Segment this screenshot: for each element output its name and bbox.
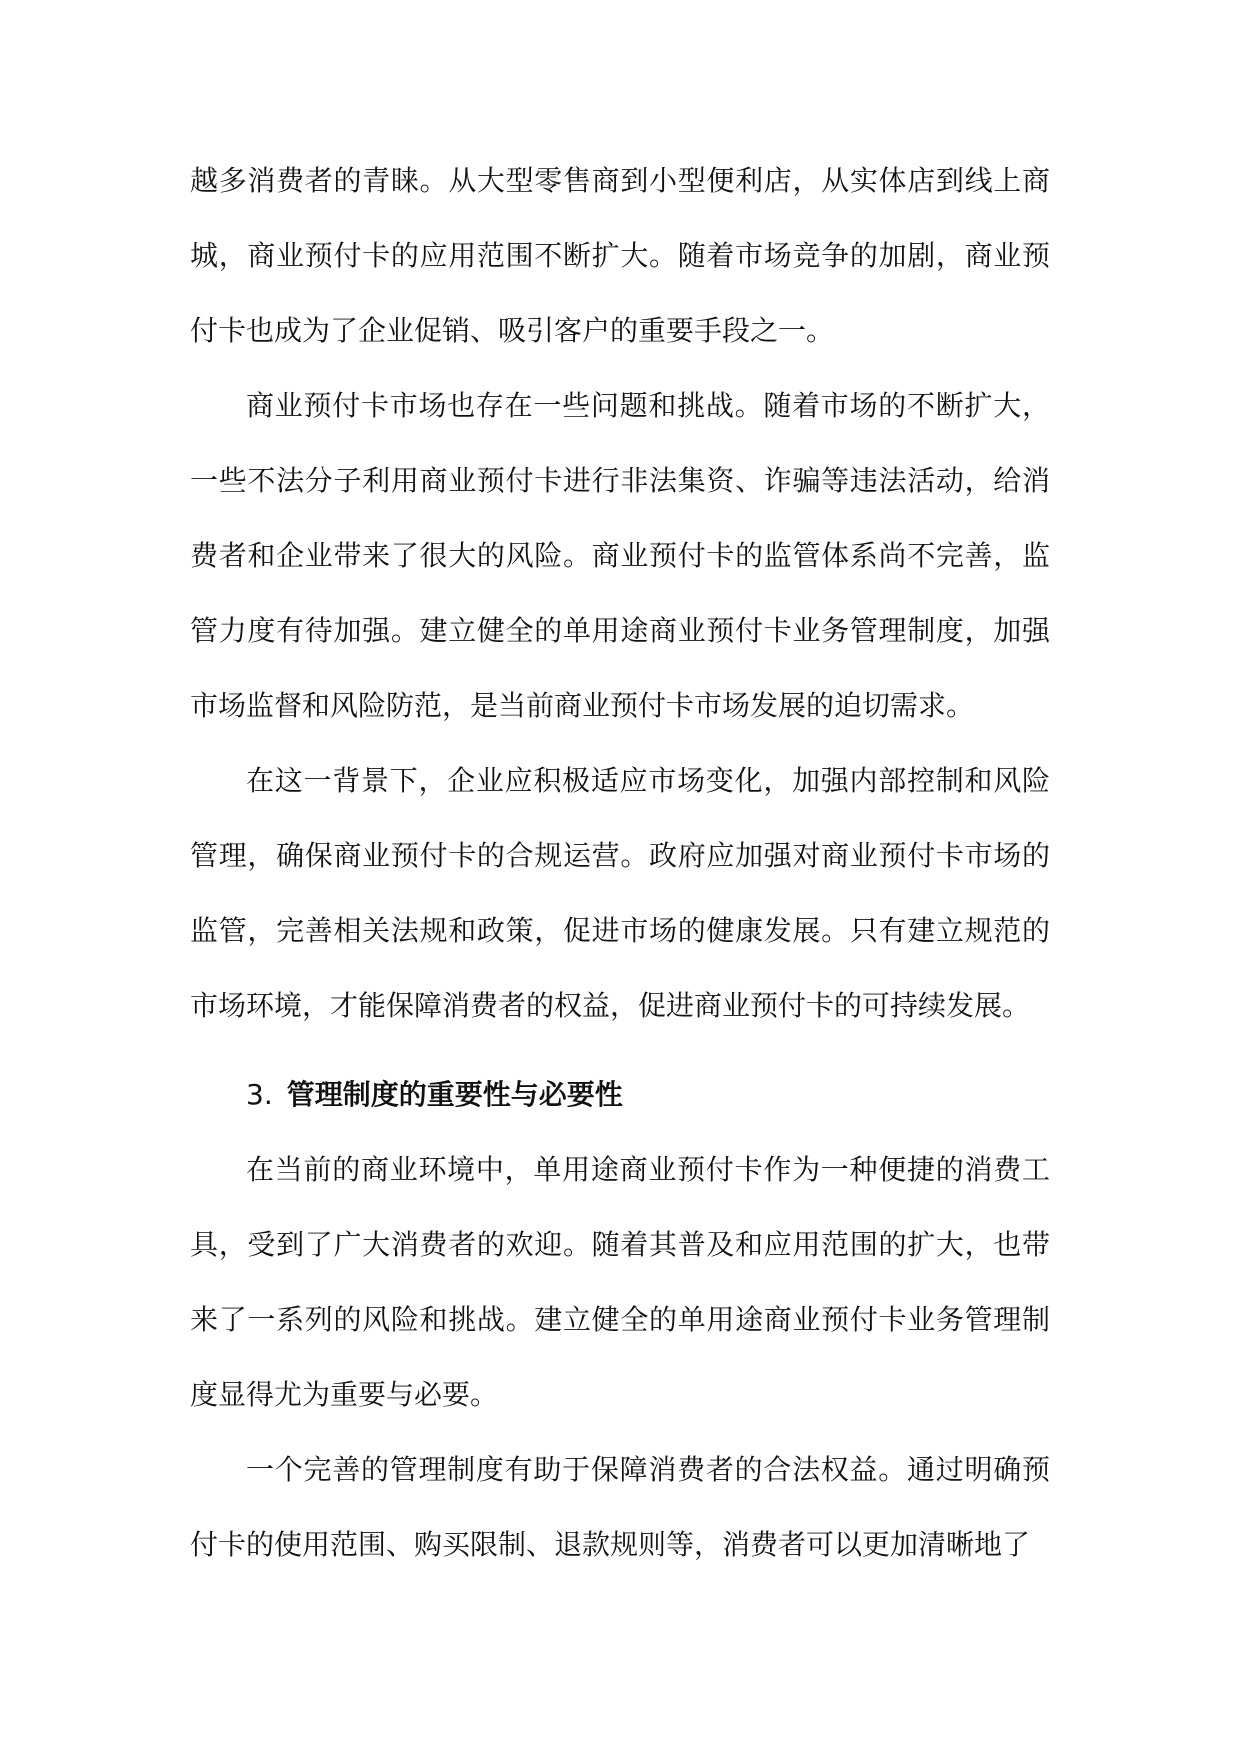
paragraph-2: 商业预付卡市场也存在一些问题和挑战。随着市场的不断扩大，一些不法分子利用商业预付卡进行非法集资、诈骗等违法活动，给消费者和企业带来了很大的风险。商业预付卡的监管体系尚不完善，监管力度有待加强。建立健全的单用途商业预付卡业务管理制度，加强市场监督和风险防范，是当前商业预付卡市场发展的迫切需求。 [190,389,1050,722]
section-heading [190,1057,1050,1132]
section-number: 3. [246,1078,273,1111]
section-title: 管理制度的重要性与必要性 [286,1078,623,1111]
paragraph-1: 越多消费者的青睐。从大型零售商到小型便利店，从实体店到线上商城，商业预付卡的应用范围不断扩大。随着市场竞争的加剧，商业预付卡也成为了企业促销、吸引客户的重要手段之一。 [190,164,1050,347]
paragraph-4: 在当前的商业环境中，单用途商业预付卡作为一种便捷的消费工具，受到了广大消费者的欢迎。随着其普及和应用范围的扩大，也带来了一系列的风险和挑战。建立健全的单用途商业预付卡业务管理制度显得尤为重要与必要。 [190,1153,1050,1411]
paragraph-3: 在这一背景下，企业应积极适应市场变化，加强内部控制和风险管理，确保商业预付卡的合规运营。政府应加强对商业预付卡市场的监管，完善相关法规和政策，促进市场的健康发展。只有建立规范的市场环境，才能保障消费者的权益，促进商业预付卡的可持续发展。 [190,764,1050,1022]
document-body [190,143,1050,1582]
paragraph-5: 一个完善的管理制度有助于保障消费者的合法权益。通过明确预付卡的使用范围、购买限制、退款规则等，消费者可以更加清晰地了 [190,1453,1050,1561]
